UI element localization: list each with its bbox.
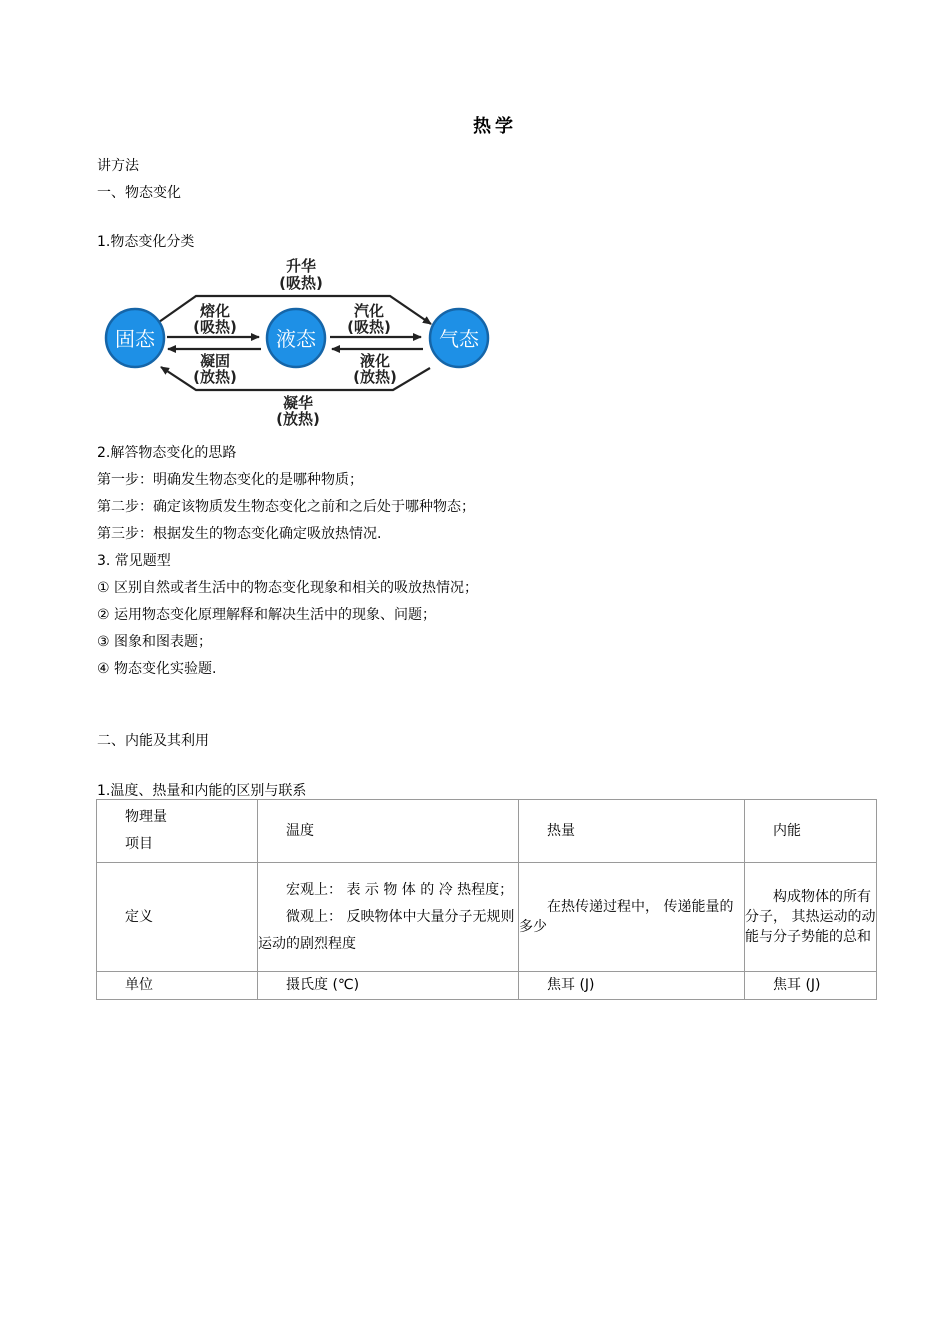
liquefaction-heat: (放热) <box>353 368 397 386</box>
gas-state-node <box>430 309 488 367</box>
table-header-row <box>97 800 877 863</box>
definition-temperature-cell <box>258 863 519 972</box>
unit-label: 单位 <box>97 972 258 1000</box>
sublimation-name: 升华 <box>285 257 317 275</box>
definition-label: 定义 <box>97 863 258 972</box>
method-label: 讲方法 <box>97 158 139 174</box>
section2-heading: 二、内能及其利用 <box>97 733 209 749</box>
section1-sub2: 2.解答物态变化的思路 <box>97 445 237 461</box>
solid-state-node <box>106 309 164 367</box>
solid-label: 固态 <box>115 327 155 351</box>
definition-heat-cell <box>519 863 745 972</box>
definition-heat: 在热传递过程中， 传递能量的多少 <box>519 899 734 935</box>
section1-sub3: 3. 常见题型 <box>97 553 171 569</box>
step-3: 第三步：根据发生的物态变化确定吸放热情况. <box>97 526 382 542</box>
comparison-table <box>96 799 877 1000</box>
melting-name: 熔化 <box>199 302 231 320</box>
header-temperature: 温度 <box>258 800 519 863</box>
corner-bottom-label: 项目 <box>125 836 153 852</box>
step-2: 第二步：确定该物质发生物态变化之前和之后处于哪种物态； <box>97 499 475 515</box>
liquefaction-name: 液化 <box>359 352 391 370</box>
corner-cell <box>97 800 258 863</box>
unit-heat: 焦耳 (J) <box>519 972 745 1000</box>
question-type-4: ④ 物态变化实验题. <box>97 661 217 677</box>
solidification-name: 凝固 <box>199 352 231 370</box>
sublimation-heat: (吸热) <box>279 274 323 292</box>
question-type-2: ② 运用物态变化原理解释和解决生活中的现象、问题； <box>97 607 436 623</box>
section2-sub1: 1.温度、热量和内能的区别与联系 <box>97 783 307 799</box>
solidification-heat: (放热) <box>193 368 237 386</box>
definition-temperature-macro: 宏观上： 表 示 物 体 的 冷 热程度； <box>286 881 514 898</box>
vaporization-heat: (吸热) <box>347 318 391 336</box>
page-title: 热学 <box>473 116 517 137</box>
corner-top-label: 物理量 <box>125 809 167 825</box>
definition-internal-energy: 构成物体的所有分子， 其热运动的动能与分子势能的总和 <box>745 889 876 945</box>
state-change-diagram <box>97 252 497 432</box>
table-row-definition <box>97 863 877 972</box>
deposition-heat: (放热) <box>276 410 320 428</box>
unit-internal-energy: 焦耳 (J) <box>745 972 877 1000</box>
gas-label: 气态 <box>439 327 479 351</box>
liquid-state-node <box>267 309 325 367</box>
header-internal-energy: 内能 <box>745 800 877 863</box>
definition-temperature-micro: 微观上： 反映物体中大量分子无规则运动的剧烈程度 <box>258 908 515 952</box>
melting-heat: (吸热) <box>193 318 237 336</box>
unit-temperature: 摄氏度 (℃) <box>258 972 519 1000</box>
liquid-label: 液态 <box>276 327 316 351</box>
definition-internal-energy-cell <box>745 863 877 972</box>
table-row-unit <box>97 972 877 1000</box>
step-1: 第一步：明确发生物态变化的是哪种物质； <box>97 472 363 488</box>
deposition-name: 凝华 <box>282 394 314 412</box>
header-heat: 热量 <box>519 800 745 863</box>
vaporization-name: 汽化 <box>353 302 385 320</box>
question-type-3: ③ 图象和图表题； <box>97 634 213 650</box>
section1-sub1: 1.物态变化分类 <box>97 234 195 250</box>
section1-heading: 一、物态变化 <box>97 185 181 201</box>
question-type-1: ① 区别自然或者生活中的物态变化现象和相关的吸放热情况； <box>97 580 478 596</box>
